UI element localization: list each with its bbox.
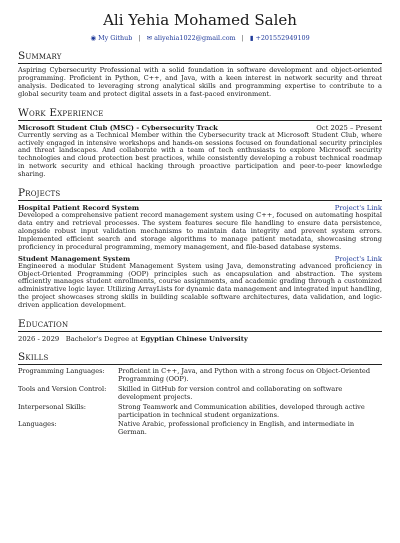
- skill-row: [18, 404, 382, 420]
- experience-date: Oct 2025 – Present: [316, 123, 382, 132]
- experience-description: Currently serving as a Technical Member within the Cybersecurity track at Microsoft Student Club, where actively engaged in intensive workshops and hands-on sessions focused on foundational security principles and threat landscapes. And collaborate with a team of tech enthusiasts to explore Microsoft security technologies and cloud protection best practices, while consistently developing a robust technical roadmap in network security and ethical hacking through proactive participation and peer-to-peer knowledge sharing.: [18, 130, 382, 179]
- project-entry: [18, 255, 382, 310]
- github-link[interactable]: [90, 34, 132, 42]
- project-link[interactable]: Project's Link: [334, 254, 382, 263]
- envelope-icon: ✉: [146, 34, 153, 42]
- education-entry: [18, 335, 382, 343]
- skill-value: Strong Teamwork and Communication abilities, developed through active participation in technical student organizations.: [118, 402, 365, 419]
- skill-label: Programming Languages:: [18, 367, 105, 376]
- phone-link[interactable]: [250, 34, 310, 42]
- email-link[interactable]: [147, 34, 236, 42]
- candidate-name: Ali Yehia Mohamed Saleh: [103, 11, 297, 29]
- experience-heading: Work Experience: [18, 107, 382, 121]
- project-entry: [18, 204, 382, 252]
- skill-value: Skilled in GitHub for version control and collaborating on software development projects.: [118, 384, 343, 401]
- experience-role: Microsoft Student Club (MSC) - Cybersecurity Track: [18, 123, 218, 132]
- project-name: Hospital Patient Record System: [18, 204, 140, 213]
- summary-heading: Summary: [18, 50, 382, 64]
- skill-row: [18, 368, 382, 384]
- skill-label: Languages:: [18, 420, 57, 429]
- contact-separator: |: [138, 34, 141, 42]
- contact-bar: [18, 34, 382, 42]
- projects-heading: Projects: [18, 187, 382, 201]
- education-heading: Education: [18, 318, 382, 332]
- github-icon: ◉: [90, 34, 97, 42]
- phone-icon: ▮: [249, 34, 254, 42]
- project-description: Engineered a modular Student Management System using Java, demonstrating advanced proficiency in Object-Oriented Programming (OOP) principles such as encapsulation and abstraction. The system efficiently manages student enrollments, course assignments, and academic grading through a customized administrative logic layer. Utilizing ArrayLists for dynamic data management and integrated input handling, the project showcases strong skills in building scalable software architectures, data validation, and logic-driven application development.: [18, 261, 382, 310]
- experience-entry: [18, 124, 382, 179]
- education-years: 2026 - 2029: [18, 335, 60, 344]
- summary-text: Aspiring Cybersecurity Professional with a solid foundation in software development and object-oriented programming. Proficient in Python, C++, and Java, with a keen interest in network security and threat analysis. Dedicated to leveraging strong analytical skills and programming expertise to contribute to a global security team and protect digital assets in a fast-paced environment.: [18, 66, 382, 98]
- education-degree: Bachelor's Degree at: [65, 335, 139, 344]
- contact-separator: |: [241, 34, 244, 42]
- skill-value: Proficient in C++, Java, and Python with a strong focus on Object-Oriented Programming (OOP).: [118, 367, 371, 383]
- skill-label: Interpersonal Skills:: [18, 402, 87, 411]
- skill-row: [18, 386, 382, 402]
- github-label: My Github: [98, 34, 133, 42]
- skill-value: Native Arabic, professional proficiency in English, and intermediate in German.: [118, 420, 355, 437]
- project-link[interactable]: Project's Link: [334, 204, 382, 213]
- skill-row: [18, 421, 382, 437]
- education-school: Egyptian Chinese University: [140, 335, 248, 344]
- email-text: aliyehia1022@gmail.com: [154, 34, 236, 42]
- project-description: Developed a comprehensive patient record management system using C++, focused on automating hospital data entry and retrieval processes. The system features secure file handling to ensure data persistence, alongside robust input validation mechanisms to maintain data integrity and prevent system errors. Implemented efficient search and storage algorithms to manage patient metadata, showcasing strong proficiency in procedural programming, memory management, and file-based database systems.: [18, 211, 382, 251]
- skills-heading: Skills: [18, 351, 382, 365]
- skills-list: [18, 368, 382, 437]
- skill-label: Tools and Version Control:: [18, 384, 107, 393]
- project-name: Student Management System: [18, 254, 131, 263]
- phone-text: +201552949109: [255, 34, 310, 42]
